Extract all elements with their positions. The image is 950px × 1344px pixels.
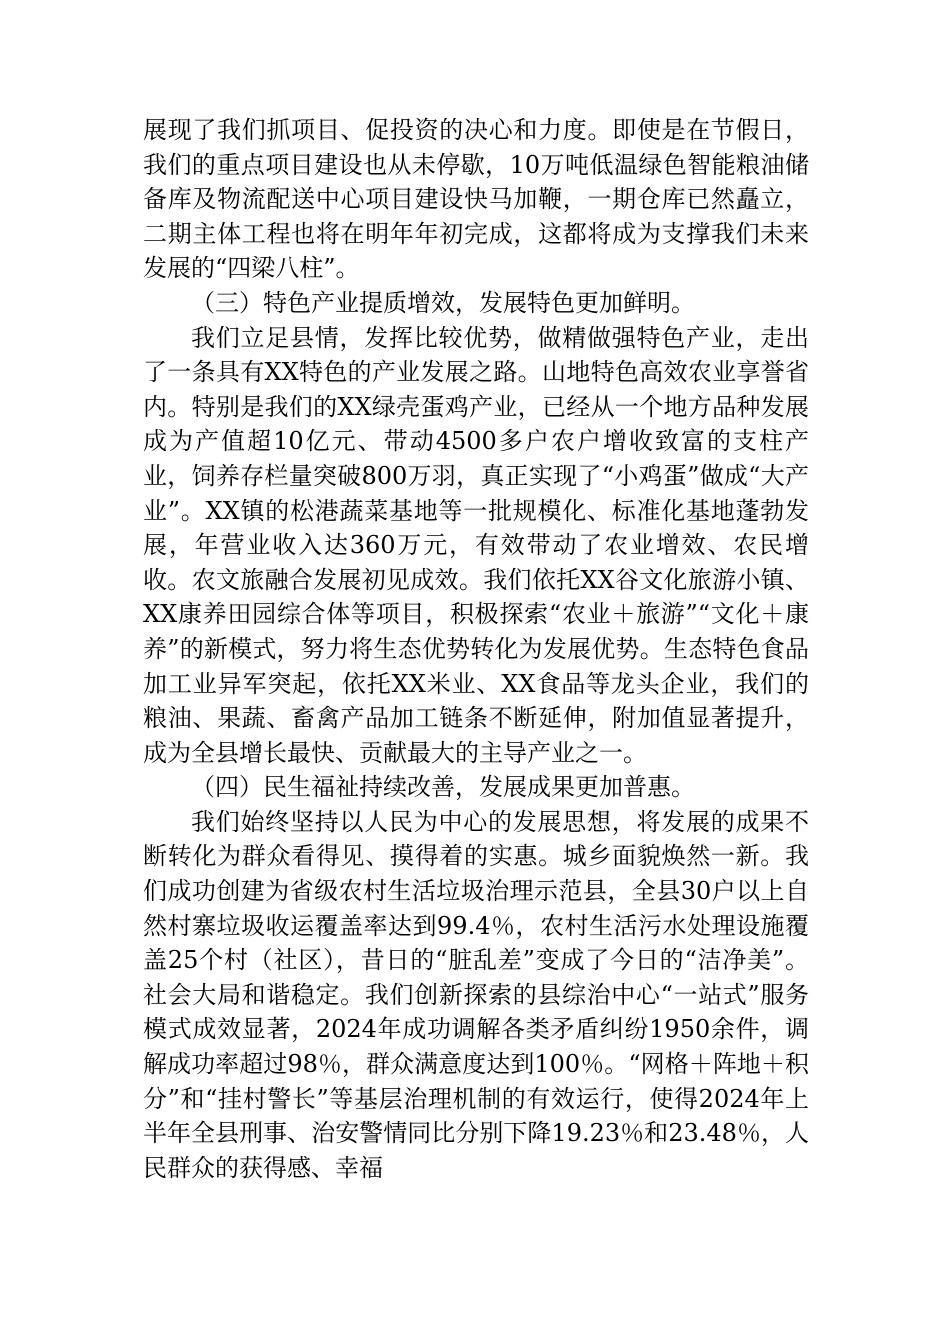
section-heading-four: （四）民生福祉持续改善，发展成果更加普惠。: [191, 773, 695, 802]
section-heading-three: （三）特色产业提质增效，发展特色更加鲜明。: [191, 288, 695, 317]
document-body: [143, 113, 809, 1185]
paragraph-livelihood: 我们始终坚持以人民为中心的发展思想，将发展的成果不断转化为群众看得见、摸得着的实惠。城乡面貌焕然一新。我们成功创建为省级农村生活垃圾治理示范县，全县30户以上自然村寨垃圾收运覆盖率达到99.4％，农村生活污水处理设施覆盖25个村（社区），昔日的“脏乱差”变成了今日的“洁净美”。社会大局和谐稳定。我们创新探索的县综治中心“一站式”服务模式成效显著，2024年成功调解各类矛盾纠纷1950余件，调解成功率超过98％，群众满意度达到100％。“网格＋阵地＋积分”和“挂村警长”等基层治理机制的有效运行，使得2024年上半年全县刑事、治安警情同比分别下降19.23％和23.48％，人民群众的获得感、幸福: [143, 807, 809, 1182]
paragraph-specialty-industry: 我们立足县情，发挥比较优势，做精做强特色产业，走出了一条具有XX特色的产业发展之路。山地特色高效农业享誉省内。特别是我们的XX绿壳蛋鸡产业，已经从一个地方品种发展成为产值超10亿元、带动4500多户农户增收致富的支柱产业，饲养存栏量突破800万羽，真正实现了“小鸡蛋”做成“大产业”。XX镇的松港蔬菜基地等一批规模化、标准化基地蓬勃发展，年营业收入达360万元，有效带动了农业增效、农民增收。农文旅融合发展初见成效。我们依托XX谷文化旅游小镇、XX康养田园综合体等项目，积极探索“农业＋旅游”“文化＋康养”的新模式，努力将生态优势转化为发展优势。生态特色食品加工业异军突起，依托XX米业、XX食品等龙头企业，我们的粮油、果蔬、畜禽产品加工链条不断延伸，附加值显著提升，成为全县增长最快、贡献最大的主导产业之一。: [143, 323, 809, 767]
paragraph-continuation: 展现了我们抓项目、促投资的决心和力度。即使是在节假日，我们的重点项目建设也从未停歇，10万吨低温绿色智能粮油储备库及物流配送中心项目建设快马加鞭，一期仓库已然矗立，二期主体工程也将在明年年初完成，这都将成为支撑我们未来发展的“四梁八柱”。: [143, 116, 809, 283]
